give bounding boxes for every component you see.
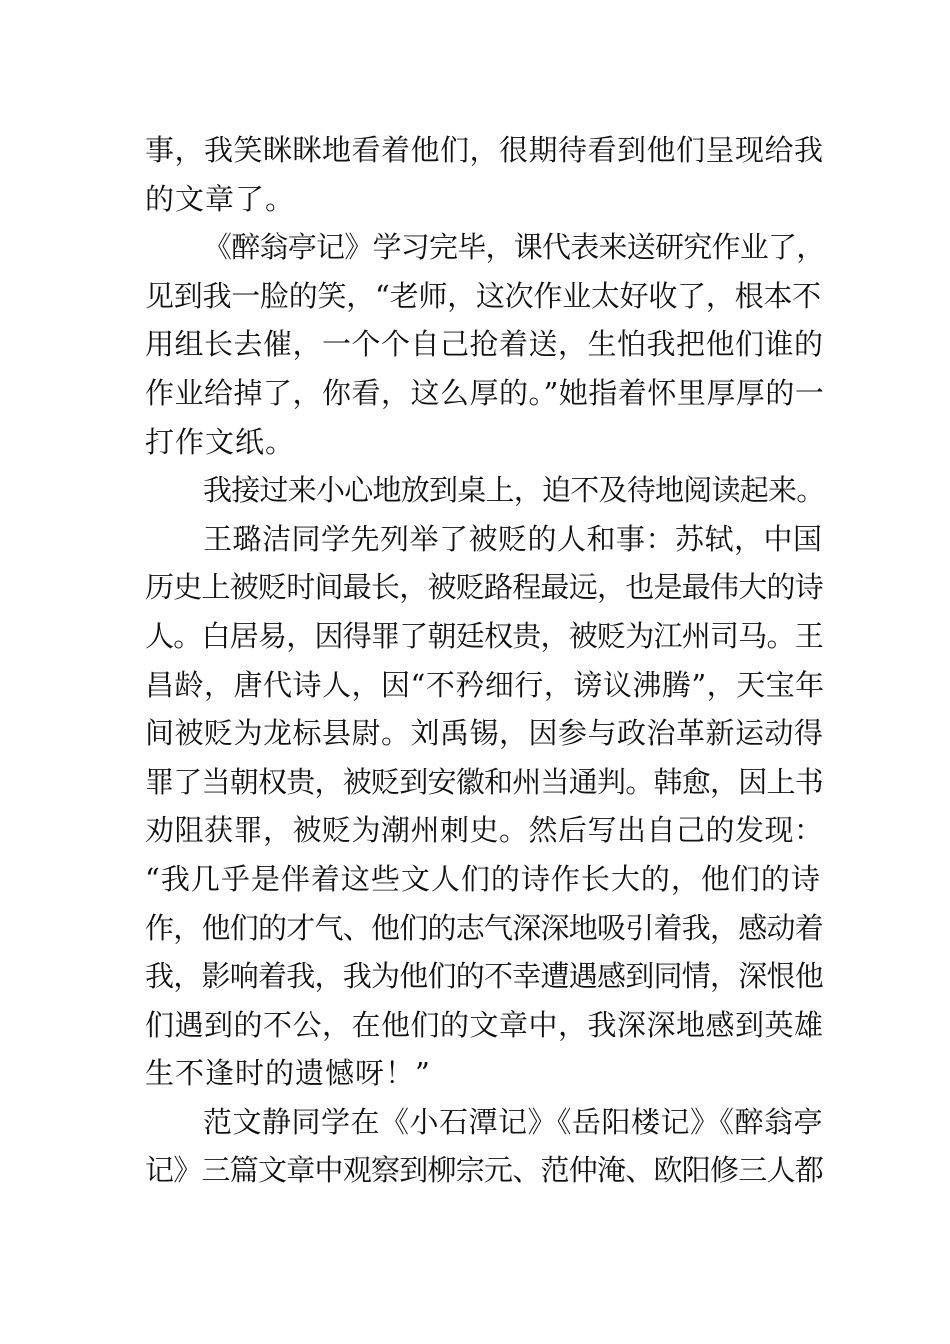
text-line: 的文章了。: [145, 181, 296, 216]
text-line: 生不逢时的遗憾呀！”: [145, 1056, 431, 1091]
text-line: 作业给掉了，你看，这么厚的。”她指着怀里厚厚的一: [145, 375, 825, 410]
text-line: 用组长去催，一个个自己抢着送，生怕我把他们谁的: [145, 327, 824, 362]
text-line: 们遇到的不公，在他们的文章中，我深深地感到英雄: [145, 1007, 824, 1042]
body-text: [145, 126, 825, 1195]
text-line: 间被贬为龙标县尉。刘禹锡，因参与政治革新运动得: [145, 716, 824, 751]
paragraph-start-line: 范文静同学在《小石潭记》《岳阳楼记》《醉翁亭: [203, 1104, 824, 1139]
text-line: 罪了当朝权贵，被贬到安徽和州当通判。韩愈，因上书: [145, 764, 824, 799]
text-line: 作，他们的才气、他们的志气深深地吸引着我，感动着: [145, 910, 824, 945]
text-line: 事，我笑眯眯地看着他们，很期待看到他们呈现给我: [145, 133, 824, 167]
paragraph-start-line: 《醉翁亭记》学习完毕，课代表来送研究作业了，: [203, 230, 825, 265]
paragraph-start-line: 我接过来小心地放到桌上，迫不及待地阅读起来。: [203, 473, 825, 508]
text-line: 昌龄，唐代诗人，因“不矜细行，谤议沸腾”，天宝年: [145, 667, 825, 702]
text-line: “我几乎是伴着这些文人们的诗作长大的，他们的诗: [145, 861, 821, 896]
text-line: 打作文纸。: [145, 424, 296, 459]
text-line: 我，影响着我，我为他们的不幸遭遇感到同情，深恨他: [145, 959, 824, 994]
text-line: 劝阻获罪，被贬为潮州刺史。然后写出自己的发现：: [145, 813, 824, 848]
text-line: 见到我一脸的笑，“老师，这次作业太好收了，根本不: [145, 278, 821, 313]
text-line: 人。白居易，因得罪了朝廷权贵，被贬为江州司马。王: [145, 618, 824, 653]
text-line: 历史上被贬时间最长，被贬路程最远，也是最伟大的诗: [145, 570, 824, 605]
paragraph-start-line: 王璐洁同学先列举了被贬的人和事：苏轼，中国: [203, 521, 823, 556]
text-line: 记》三篇文章中观察到柳宗元、范仲淹、欧阳修三人都: [145, 1153, 824, 1188]
